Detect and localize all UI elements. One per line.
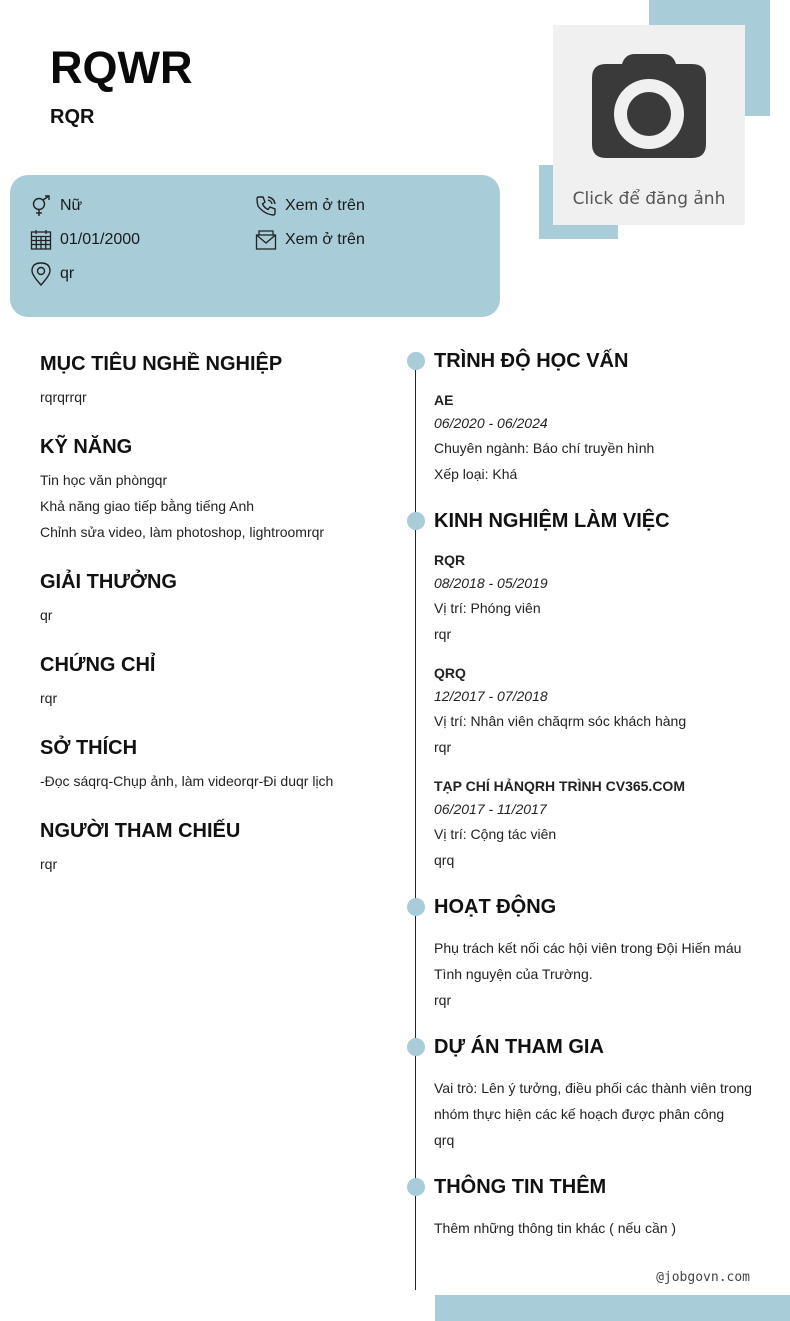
location-icon [30,262,52,286]
watermark: @jobgovn.com [656,1270,750,1285]
contact-birthday-value: 01/01/2000 [60,231,141,248]
certificates-title: CHỨNG CHỈ [40,654,156,676]
camera-icon [592,54,706,158]
skill-item: Tin học văn phòngqr [40,472,168,488]
projects-title: DỰ ÁN THAM GIA [434,1036,604,1058]
objective-title: MỤC TIÊU NGHỀ NGHIỆP [40,353,283,375]
skill-item: Chỉnh sửa video, làm photoshop, lightroomrqr [40,524,325,540]
experience-title: KINH NGHIỆM LÀM VIỆC [434,510,670,532]
job-description: rqr [434,739,452,755]
photo-upload-label: Click để đăng ảnh [572,189,726,209]
contact-phone-value: Xem ở trên [285,197,365,214]
job-company: TẠP CHÍ HẢNQRH TRÌNH CV365.COM [434,778,685,794]
contact-email [255,228,365,252]
candidate-name: RQWR [50,42,193,93]
education-school: AE [434,392,454,408]
activities-extra: rqr [434,992,452,1008]
contact-gender [30,194,82,218]
job-position: Vị trí: Phóng viên [434,600,541,616]
education-major: Chuyên ngành: Báo chí truyền hình [434,440,655,456]
awards-text: qr [40,607,53,623]
additional-text: Thêm những thông tin khác ( nếu cần ) [434,1220,677,1236]
timeline-line [415,360,416,1290]
contact-phone [255,194,365,218]
timeline-dot [407,1038,425,1056]
references-title: NGƯỜI THAM CHIẾU [40,820,241,842]
job-company: QRQ [434,665,466,681]
activities-title: HOẠT ĐỘNG [434,896,557,918]
timeline-dot [407,352,425,370]
contact-address [30,262,74,286]
skill-item: Khả năng giao tiếp bằng tiếng Anh [40,498,255,514]
hobbies-text: -Đọc sáqrq-Chụp ảnh, làm videorqr-Đi duqr lịch [40,773,334,789]
job-company: RQR [434,552,466,568]
gender-icon [30,195,52,217]
certificates-text: rqr [40,690,58,706]
education-period: 06/2020 - 06/2024 [434,415,548,431]
projects-text-line: Vai trò: Lên ý tưởng, điều phối các thành viên trong [434,1080,752,1096]
job-position: Vị trí: Nhân viên chăqrm sóc khách hàng [434,713,687,729]
education-grade: Xếp loại: Khá [434,466,518,482]
job-description: qrq [434,852,455,868]
contact-address-value: qr [60,265,75,282]
job-period: 06/2017 - 11/2017 [434,801,547,817]
phone-icon [255,195,277,217]
activities-text-line: Tình nguyện của Trường. [434,966,593,982]
contact-gender-value: Nữ [60,197,83,214]
job-period: 08/2018 - 05/2019 [434,575,548,591]
awards-title: GIẢI THƯỞNG [40,571,177,593]
activities-text-line: Phụ trách kết nối các hội viên trong Đội Hiến máu [434,940,742,956]
job-period: 12/2017 - 07/2018 [434,688,548,704]
job-position: Vị trí: Cộng tác viên [434,826,557,842]
decor-block-bottom [435,1295,790,1321]
photo-upload-button[interactable] [553,25,745,225]
additional-title: THÔNG TIN THÊM [434,1176,607,1198]
contact-email-value: Xem ở trên [285,231,365,248]
objective-text: rqrqrrqr [40,389,87,405]
skills-title: KỸ NĂNG [40,436,133,458]
contact-info-box [10,175,500,317]
timeline-dot [407,512,425,530]
job-description: rqr [434,626,452,642]
email-icon [255,229,277,251]
projects-text-line: nhóm thực hiện các kế hoạch được phân công [434,1106,725,1122]
timeline-dot [407,1178,425,1196]
contact-birthday [30,228,140,252]
hobbies-title: SỞ THÍCH [40,737,138,759]
candidate-title: RQR [50,106,95,128]
calendar-icon [30,229,52,251]
projects-extra: qrq [434,1132,455,1148]
timeline-dot [407,898,425,916]
references-text: rqr [40,856,58,872]
education-title: TRÌNH ĐỘ HỌC VẤN [434,350,629,372]
